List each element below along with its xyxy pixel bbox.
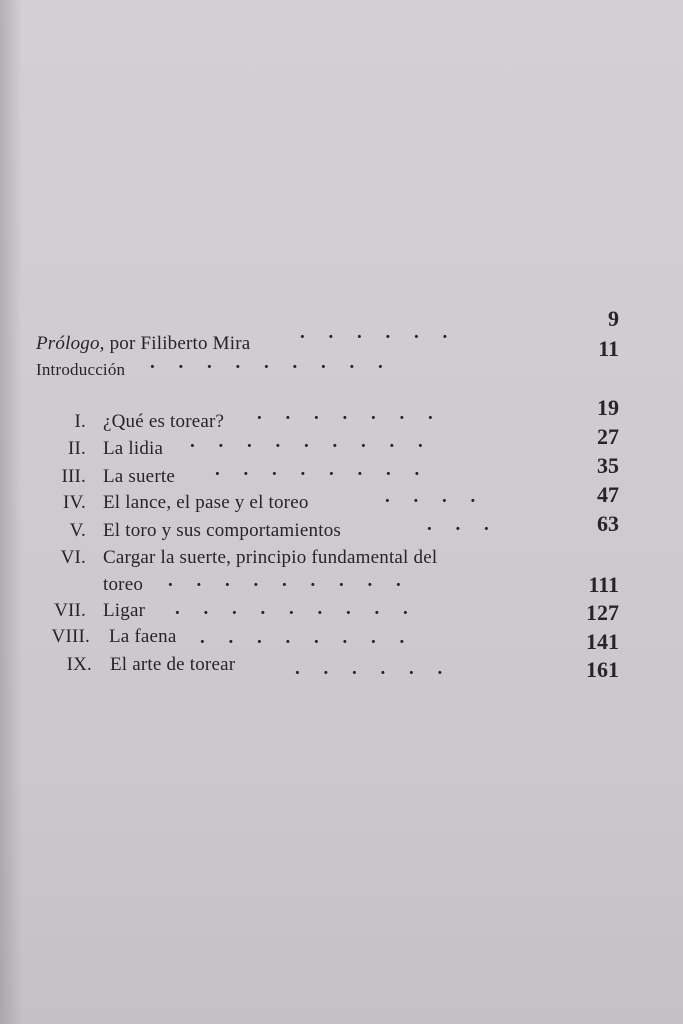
toc-entry-introduction: Introducción <box>36 360 126 379</box>
page-number: 47 <box>597 482 619 507</box>
chapter-numeral: VI. <box>60 547 86 568</box>
page-number: 19 <box>597 395 619 420</box>
leader-dots: . . . . <box>385 486 476 507</box>
chapter-title: La faena <box>109 626 177 647</box>
chapter-numeral: III. <box>61 466 86 487</box>
chapter-title: La lidia <box>103 438 164 459</box>
page-number: 111 <box>588 572 619 597</box>
page-number: 127 <box>586 600 619 625</box>
page-number: 161 <box>586 657 619 682</box>
page-number: 141 <box>586 629 619 654</box>
leader-dots: . . . . . . . . <box>215 459 420 480</box>
chapter-numeral: II. <box>67 438 86 459</box>
leader-dots: . . . . . . . <box>257 403 433 424</box>
chapter-title: Cargar la suerte, principio fundamental del <box>103 547 438 568</box>
page-number: 9 <box>608 306 619 331</box>
page-number: 11 <box>598 336 619 361</box>
chapter-title: Ligar <box>103 600 146 621</box>
chapter-numeral: VII. <box>54 600 86 621</box>
page-number: 63 <box>597 511 619 536</box>
chapter-numeral: VIII. <box>51 626 90 647</box>
chapter-title: El lance, el pase y el toreo <box>103 492 309 513</box>
leader-dots: . . . . . . . . <box>200 627 405 648</box>
chapter-numeral: I. <box>74 411 86 432</box>
chapter-title: El toro y sus comportamientos <box>103 520 341 541</box>
leader-dots: . . . . . . . . . <box>168 570 401 591</box>
chapter-title: La suerte <box>103 466 175 487</box>
chapter-numeral: IX. <box>66 654 92 675</box>
leader-dots: . . . . . . . . . <box>150 352 383 373</box>
leader-dots: . . . . . . <box>300 322 448 343</box>
leader-dots: . . . . . . . . . <box>190 431 423 452</box>
chapter-numeral: IV. <box>63 492 86 513</box>
prologue-label: por Filiberto Mira <box>109 333 251 354</box>
chapter-numeral: V. <box>69 520 86 541</box>
page-number: 35 <box>597 453 619 478</box>
leader-dots: . . . . . . . . . <box>175 598 408 619</box>
chapter-title: ¿Qué es torear? <box>103 411 225 432</box>
page-number: 27 <box>597 424 619 449</box>
chapter-title: El arte de torear <box>110 654 236 675</box>
chapter-title-continuation: toreo <box>103 574 144 595</box>
leader-dots: . . . . . . <box>295 658 443 679</box>
prologue-label-italic: Prólogo, <box>36 333 105 354</box>
leader-dots: . . . <box>427 514 489 535</box>
